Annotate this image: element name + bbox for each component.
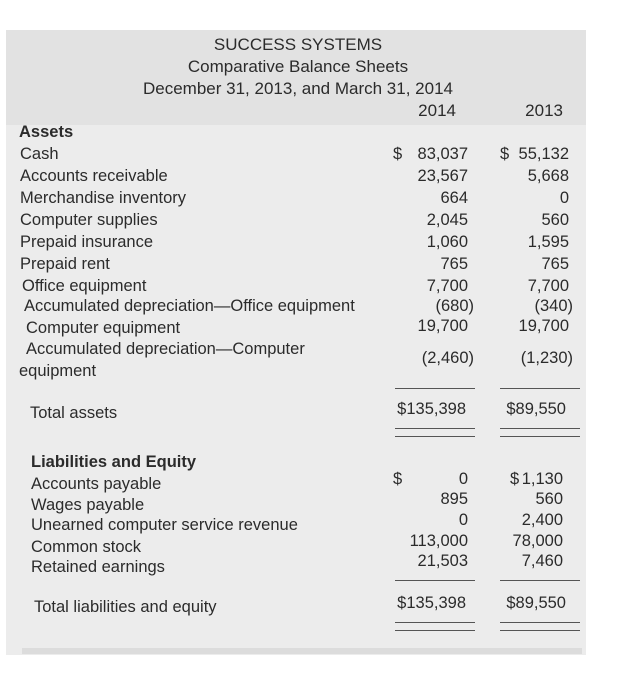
value-2014: 113,000: [409, 532, 468, 550]
statement-dates: December 31, 2013, and March 31, 2014: [143, 79, 453, 98]
double-rule-2013: [500, 436, 580, 437]
value-2014: 1,060: [426, 233, 468, 251]
total-assets-2014: $135,398: [397, 400, 466, 418]
value-2013: 7,460: [521, 552, 563, 570]
value-2013: 765: [541, 255, 569, 273]
total-assets-2013: $89,550: [506, 400, 566, 418]
value-2013: 560: [541, 211, 569, 229]
value-2014: 2,045: [426, 211, 468, 229]
value-2014: (2,460): [421, 349, 474, 367]
liabilities-heading: Liabilities and Equity: [31, 453, 197, 471]
assets-heading: Assets: [19, 123, 74, 141]
total-liabilities-equity-2013: $89,550: [506, 594, 566, 612]
value-2013: 19,700: [518, 317, 569, 335]
row-label: Computer supplies: [20, 211, 158, 229]
value-2014: 0: [458, 470, 468, 488]
column-header-2014: 2014: [418, 101, 456, 120]
row-label: Merchandise inventory: [20, 189, 186, 207]
value-2014: (680): [435, 297, 474, 315]
currency-symbol: $: [510, 470, 520, 488]
total-liabilities-equity-2014: $135,398: [397, 594, 466, 612]
double-rule-2014: [395, 436, 475, 437]
total-liabilities-equity-label: Total liabilities and equity: [34, 598, 217, 616]
row-label: Unearned computer service revenue: [31, 516, 298, 534]
subtotal-rule-2013: [500, 388, 580, 389]
value-2014: 21,503: [417, 552, 468, 570]
total-assets-label: Total assets: [30, 404, 118, 422]
double-rule-2013: [500, 630, 580, 631]
subtotal-rule-2013: [500, 580, 580, 581]
value-2014: 0: [458, 511, 468, 529]
row-label: Office equipment: [22, 277, 147, 295]
value-2013: 560: [535, 490, 563, 508]
double-rule-2013: [500, 622, 580, 623]
row-label-continued: equipment: [19, 362, 97, 380]
value-2013: 55,132: [518, 145, 569, 163]
value-2013: 2,400: [521, 511, 563, 529]
value-2013: (340): [534, 297, 573, 315]
company-name: SUCCESS SYSTEMS: [213, 35, 383, 54]
row-label: Prepaid insurance: [20, 233, 153, 251]
subtotal-rule-2014: [395, 580, 475, 581]
currency-symbol: $: [393, 145, 403, 163]
row-label: Wages payable: [31, 496, 145, 514]
double-rule-2013: [500, 428, 580, 429]
row-label: Accounts receivable: [20, 167, 168, 185]
value-2013: 78,000: [512, 532, 563, 550]
double-rule-2014: [395, 622, 475, 623]
double-rule-2014: [395, 630, 475, 631]
row-label: Common stock: [31, 538, 142, 556]
value-2014: 7,700: [426, 277, 468, 295]
column-header-2013: 2013: [525, 101, 563, 120]
value-2013: 1,595: [527, 233, 569, 251]
value-2014: 23,567: [417, 167, 468, 185]
double-rule-2014: [395, 428, 475, 429]
row-label: Cash: [20, 145, 59, 163]
row-label: Computer equipment: [26, 319, 181, 337]
bottom-divider: [22, 648, 582, 654]
value-2014: 19,700: [417, 317, 468, 335]
value-2014: 83,037: [417, 145, 468, 163]
currency-symbol: $: [393, 470, 403, 488]
row-label: Retained earnings: [31, 558, 165, 576]
row-label: Accumulated depreciation—Office equipment: [24, 297, 355, 315]
row-label: Accumulated depreciation—Computer: [26, 340, 305, 358]
value-2013: 1,130: [521, 470, 563, 488]
statement-title: Comparative Balance Sheets: [187, 57, 409, 76]
value-2013: (1,230): [520, 349, 573, 367]
row-label: Prepaid rent: [20, 255, 110, 273]
row-label: Accounts payable: [31, 475, 162, 493]
subtotal-rule-2014: [395, 388, 475, 389]
value-2013: 0: [559, 189, 569, 207]
currency-symbol: $: [500, 145, 510, 163]
value-2014: 664: [440, 189, 468, 207]
value-2013: 7,700: [527, 277, 569, 295]
value-2014: 895: [440, 490, 468, 508]
value-2013: 5,668: [527, 167, 569, 185]
value-2014: 765: [440, 255, 468, 273]
